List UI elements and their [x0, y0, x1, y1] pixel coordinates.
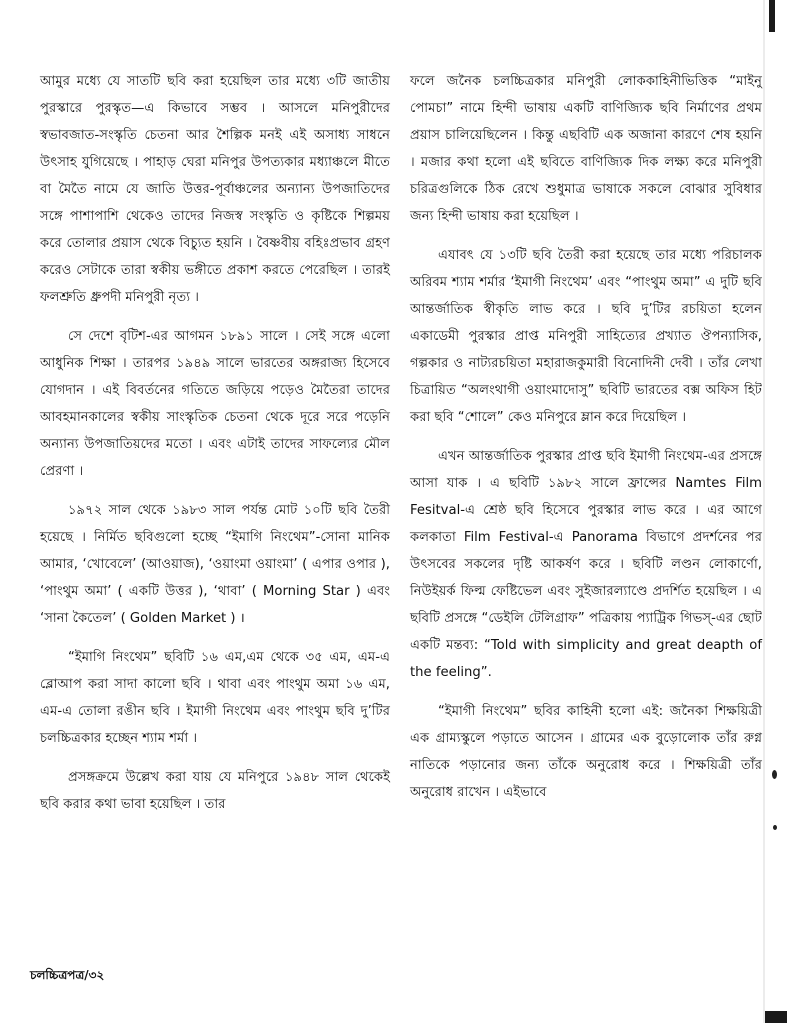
- scan-edge-mark-bottom: [765, 1011, 787, 1023]
- paragraph: প্রসঙ্গক্রমে উল্লেখ করা যায় যে মনিপুরে ১৯৪৮ সাল থেকেই ছবি করার কথা ভাবা হয়েছিল । তার: [40, 770, 390, 812]
- paragraph: এযাবৎ যে ১৩টি ছবি তৈরী করা হয়েছে তার মধ্যে পরিচালক অরিবম শ্যাম শর্মার ‘ইমাগী নিংথেম’ এবং “পাংথুম অমা” এ দুটি ছবি আন্তর্জাতিক স্বীকৃতি লাভ করে । ছবি দু’টির রচয়িতা হলেন একাডেমী পুরস্কার প্রাপ্ত মনিপুরী সাহিত্যের প্রখ্যাত ঔপন্যাসিক, গল্পকার ও নাট্যরচয়িতা মহারাজকুমারী বিনোদিনী দেবী । তাঁর লেখা চিত্রায়িত “অলংথাগী ওয়াংমাদোসু” ছবিটি ভারতের বক্স অফিস হিট করা ছবি “শোলে” কেও মনিপুরে ম্লান করে দিয়েছিল ।: [410, 248, 762, 425]
- scan-speck: [772, 770, 777, 779]
- paragraph: “ইমাগি নিংথেম” ছবিটি ১৬ এম,এম থেকে ৩৫ এম, এম-এ ব্লোআপ করা সাদা কালো ছবি । থাবা এবং পাংথুম অমা ১৬ এম, এম-এ তোলা রঙীন ছবি । ইমাগী নিংথেম এবং পাংথুম ছবি দু’টির চলচ্চিত্রকার হচ্ছেন শ্যাম শর্মা ।: [40, 650, 390, 746]
- paragraph: আমুর মধ্যে যে সাতটি ছবি করা হয়েছিল তার মধ্যে ৩টি জাতীয় পুরস্কারে পুরস্কৃত—এ কিভাবে সম্ভব । আসলে মনিপুরীদের স্বভাবজাত-সংস্কৃতি চেতনা আর শৈল্পিক মনই এই অসাধ্য সাধনে উৎসাহ যুগিয়েছে । পাহাড় ঘেরা মনিপুর উপত্যকার মধ্যাঞ্চলে মীতে বা মৈতৈ নামে যে জাতি উত্তর-পূর্বাঞ্চলের অন্যান্য উপজাতিদের সঙ্গে পাশাপাশি থেকেও তাদের নিজস্ব সংস্কৃতি ও কৃষ্টিকে শিল্পময় করে তোলার প্রয়াস থেকে বিচ্যুত হয়নি । বৈষ্ণবীয় বহিঃপ্রভাব গ্রহণ করেও সেটাকে তারা স্বকীয় ভঙ্গীতে প্রকাশ করতে পেরেছিল । তারই ফলশ্রুতি ধ্রুপদী মনিপুরী নৃত্য ।: [40, 74, 390, 305]
- paragraph: ১৯৭২ সাল থেকে ১৯৮৩ সাল পর্যন্ত মোট ১০টি ছবি তৈরী হয়েছে । নির্মিত ছবিগুলো হচ্ছে “ইমাগি নিংথেম”-সোনা মানিক আমার, ‘খোবেলে’ (আওয়াজ), ‘ওয়াংমা ওয়াংমা’ ( এপার ওপার ), ‘পাংথুম অমা’ ( একটি উত্তর ), ‘থাবা’ ( Morning Star ) এবং ‘সানা কৈতেল’ ( Golden Market ) ।: [40, 503, 390, 626]
- paragraph: ফলে জনৈক চলচ্চিত্রকার মনিপুরী লোককাহিনীভিত্তিক “মাইনু পোমচা” নামে হিন্দী ভাষায় একটি বাণিজ্যিক ছবি নির্মাণের প্রথম প্রয়াস চালিয়েছিলেন । কিন্তু এছবিটি এক অজানা কারণে শেষ হয়নি । মজার কথা হলো এই ছবিতে বাণিজ্যিক দিক লক্ষ্য করে মনিপুরী চরিত্রগুলিকে ঠিক রেখে শুধুমাত্র ভাষাকে সকলে বোঝার সুবিধার জন্য হিন্দী ভাষায় করা হয়েছিল ।: [410, 74, 762, 224]
- paragraph: সে দেশে বৃটিশ-এর আগমন ১৮৯১ সালে । সেই সঙ্গে এলো আধুনিক শিক্ষা । তারপর ১৯৪৯ সালে ভারতের অঙ্গরাজ্য হিসেবে যোগদান । এই বিবর্তনের গতিতে জড়িয়ে পড়েও মৈতৈরা তাদের আবহমানকালের স্বকীয় সাংস্কৃতিক চেতনা থেকে দূরে সরে পড়েনি অন্যান্য উপজাতিয়দের মতো । এবং এটাই তাদের সাফল্যের মৌল প্রেরণা ।: [40, 329, 390, 479]
- left-column: [40, 68, 390, 830]
- page-footer-label: চলচ্চিত্রপত্র/৩২: [30, 968, 105, 982]
- paragraph: “ইমাগী নিংথেম” ছবির কাহিনী হলো এই: জনৈকা শিক্ষয়িত্রী এক গ্রাম্যস্কুলে পড়াতে আসেন । গ্রামের এক বুড়োলোক তাঁর রুগ্ন নাতিকে পড়ানোর জন্য তাঁকে অনুরোধ করে । শিক্ষয়িত্রী তাঁর অনুরোধ রাখেন । এইভাবে: [410, 704, 762, 800]
- scan-speck: [773, 825, 777, 830]
- right-column: [410, 68, 762, 818]
- paragraph: এখন আন্তর্জাতিক পুরস্কার প্রাপ্ত ছবি ইমাগী নিংথেম-এর প্রসঙ্গে আসা যাক । এ ছবিটি ১৯৮২ সালে ফ্রান্সের Namtes Film Fesitval-এ শ্রেষ্ঠ ছবি হিসেবে পুরস্কার লাভ করে । এর আগে কলকাতা Film Festival-এ Panorama বিভাগে প্রদর্শনের পর উৎসবের সকলের দৃষ্টি আকর্ষণ করে । ছবিটি লণ্ডন লোকার্ণো, নিউইয়র্ক ফিল্ম ফেষ্টিভেল এবং সুইজারল্যাণ্ডে প্রদর্শিত হয়েছিল । এ ছবিটি প্রসঙ্গে “ডেইলি টেলিগ্রাফ” পত্রিকায় প্যাট্রিক গিভস্-এর ছোট একটি মন্তব্য: “Told with simplicity and great deapth of the feeling”.: [410, 449, 762, 680]
- scan-edge-mark-top: [769, 0, 775, 32]
- page-fold-shadow: [763, 0, 765, 1023]
